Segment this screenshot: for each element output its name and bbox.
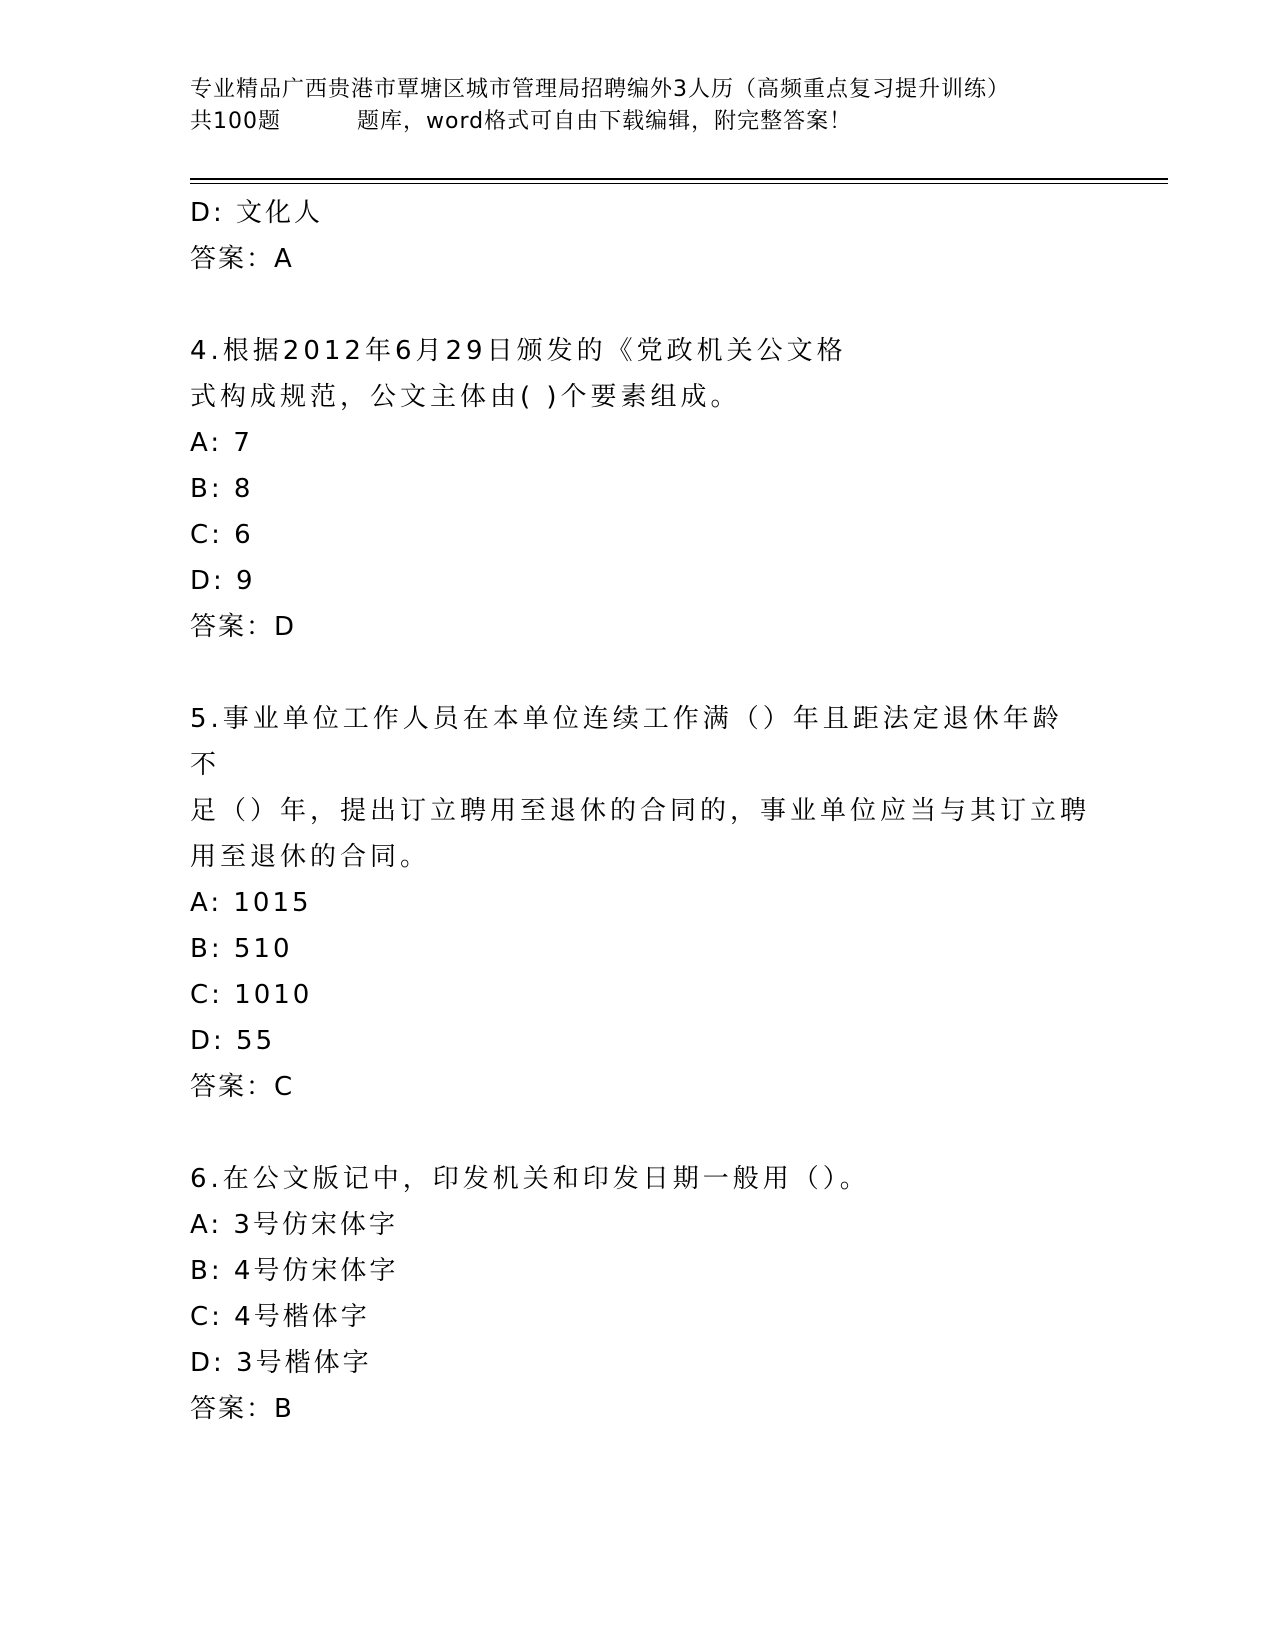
header-subtitle-line: [190, 106, 1090, 138]
question-6-option-c: C: 4号楷体字: [190, 1302, 370, 1332]
question-6-text-line-1: 6.在公文版记中，印发机关和印发日期一般用（）。: [190, 1164, 870, 1194]
document-body: [190, 190, 1090, 1432]
question-4-option-a: A: 7: [190, 428, 253, 458]
page-header: [190, 74, 1090, 138]
header-title-line: 专业精品广西贵港市覃塘区城市管理局招聘编外3人历（高频重点复习提升训练）: [190, 77, 1010, 102]
question-4-option-c: C: 6: [190, 520, 254, 550]
question-6: [190, 1156, 1090, 1432]
header-divider-thin: [190, 183, 1168, 184]
header-divider-thick: [190, 178, 1168, 180]
question-5-option-b: B: 510: [190, 934, 293, 964]
question-5-answer: 答案：C: [190, 1072, 295, 1102]
question-4-text-line-1: 4.根据2012年6月29日颁发的《党政机关公文格: [190, 336, 847, 366]
question-4-option-b: B: 8: [190, 474, 254, 504]
question-4-option-d: D: 9: [190, 566, 256, 596]
question-4-answer: 答案：D: [190, 612, 297, 642]
question-6-option-a: A: 3号仿宋体字: [190, 1210, 398, 1240]
question-5-option-d: D: 55: [190, 1026, 276, 1056]
header-description: 题库，word格式可自由下载编辑，附完整答案！: [357, 109, 853, 134]
option-d-prev: D: 文化人: [190, 198, 324, 228]
answer-prev: 答案：A: [190, 244, 294, 274]
question-5-text-line-2: 足（）年，提出订立聘用至退休的合同的，事业单位应当与其订立聘: [190, 796, 1091, 826]
question-5: [190, 696, 1090, 1110]
question-4-text-line-2: 式构成规范，公文主体由( )个要素组成。: [190, 382, 741, 412]
header-question-count: 共100题: [190, 109, 281, 134]
question-5-text-line-3: 用至退休的合同。: [190, 842, 431, 872]
question-4: [190, 328, 1090, 650]
question-5-option-a: A: 1015: [190, 888, 312, 918]
question-6-option-d: D: 3号楷体字: [190, 1348, 372, 1378]
question-5-option-c: C: 1010: [190, 980, 313, 1010]
question-5-text-line-1: 5.事业单位工作人员在本单位连续工作满（）年且距法定退休年龄不: [190, 704, 1063, 780]
question-6-option-b: B: 4号仿宋体字: [190, 1256, 399, 1286]
question-6-answer: 答案：B: [190, 1394, 294, 1424]
